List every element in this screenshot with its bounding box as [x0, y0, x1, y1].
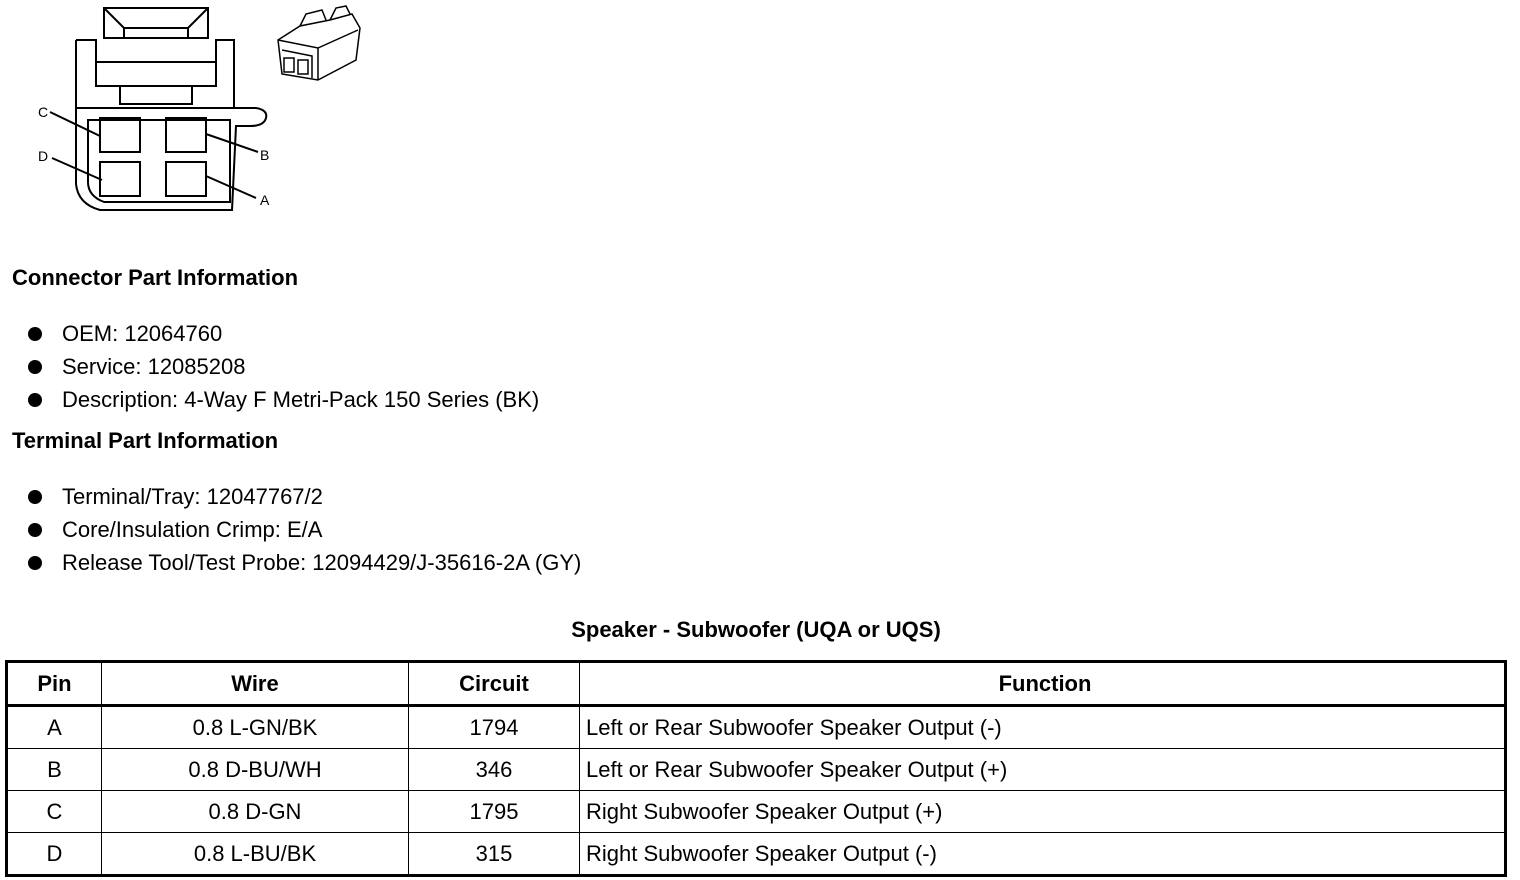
header-pin: Pin [7, 662, 102, 706]
pin-label-b: B [260, 147, 270, 163]
bullet-icon [28, 360, 42, 374]
cell-function: Right Subwoofer Speaker Output (+) [580, 791, 1506, 833]
list-item: Core/Insulation Crimp: E/A [28, 513, 581, 546]
bullet-icon [28, 523, 42, 537]
connector-info-list [28, 317, 539, 416]
cell-circuit: 1794 [409, 706, 580, 749]
header-function: Function [580, 662, 1506, 706]
table-row [7, 749, 1506, 791]
cell-wire: 0.8 D-GN [102, 791, 409, 833]
terminal-info-list [28, 480, 581, 579]
table-header-row [7, 662, 1506, 706]
connector-info-title: Connector Part Information [12, 265, 299, 290]
connector-face-diagram [0, 0, 400, 225]
bullet-icon [28, 393, 42, 407]
cell-pin: A [7, 706, 102, 749]
header-circuit: Circuit [409, 662, 580, 706]
table-title: Speaker - Subwoofer (UQA or UQS) [571, 617, 941, 642]
cell-wire: 0.8 D-BU/WH [102, 749, 409, 791]
cell-function: Right Subwoofer Speaker Output (-) [580, 833, 1506, 876]
table-row [7, 791, 1506, 833]
bullet-icon [28, 327, 42, 341]
cell-pin: B [7, 749, 102, 791]
bullet-icon [28, 556, 42, 570]
terminal-info-title: Terminal Part Information [12, 428, 279, 453]
connector-isometric-icon [278, 6, 360, 80]
list-item: Description: 4-Way F Metri-Pack 150 Series (BK) [28, 383, 539, 416]
pinout-table [5, 660, 1507, 877]
pin-label-a: A [260, 192, 270, 208]
list-item: Terminal/Tray: 12047767/2 [28, 480, 581, 513]
table-row [7, 706, 1506, 749]
table-row [7, 833, 1506, 876]
cell-pin: C [7, 791, 102, 833]
cell-function: Left or Rear Subwoofer Speaker Output (+) [580, 749, 1506, 791]
cell-wire: 0.8 L-GN/BK [102, 706, 409, 749]
cell-function: Left or Rear Subwoofer Speaker Output (-) [580, 706, 1506, 749]
cell-circuit: 346 [409, 749, 580, 791]
cell-wire: 0.8 L-BU/BK [102, 833, 409, 876]
header-wire: Wire [102, 662, 409, 706]
pin-label-d: D [38, 148, 49, 164]
list-item: Release Tool/Test Probe: 12094429/J-35616-2A (GY) [28, 546, 581, 579]
cell-circuit: 315 [409, 833, 580, 876]
cell-circuit: 1795 [409, 791, 580, 833]
bullet-icon [28, 490, 42, 504]
cell-pin: D [7, 833, 102, 876]
list-item: Service: 12085208 [28, 350, 539, 383]
list-item: OEM: 12064760 [28, 317, 539, 350]
pin-label-c: C [38, 104, 49, 120]
